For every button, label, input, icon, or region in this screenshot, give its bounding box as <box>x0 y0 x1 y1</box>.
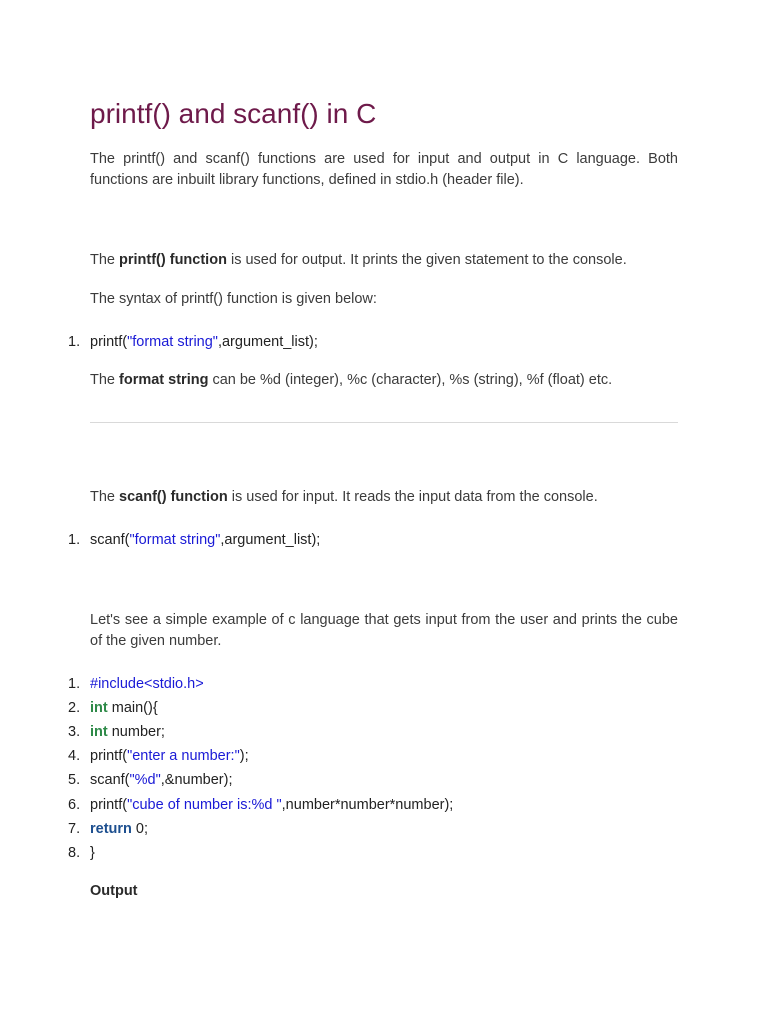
line-number: 4. <box>68 748 81 764</box>
example-code-line <box>68 842 95 864</box>
printf-function-term: printf() function <box>119 252 227 268</box>
printf-description-post: is used for output. It prints the given statement to the console. <box>226 252 627 268</box>
code-text: ,argument_list); <box>217 334 318 350</box>
example-intro: Let's see a simple example of c language that gets input from the user and prints the cube of the given number. <box>90 612 678 649</box>
code-keyword: return <box>90 821 132 837</box>
code-text: scanf( <box>90 532 130 548</box>
line-number: 5. <box>68 772 81 788</box>
code-text: printf( <box>90 797 128 813</box>
scanf-description-post: is used for input. It reads the input data from the console. <box>227 489 598 505</box>
code-text: ); <box>239 748 249 764</box>
example-code-line <box>68 769 233 791</box>
code-keyword: int <box>90 700 108 716</box>
scanf-syntax-code-line <box>68 529 320 551</box>
line-number: 8. <box>68 845 81 861</box>
code-string: "format string" <box>127 334 218 350</box>
line-number: 7. <box>68 821 81 837</box>
line-number: 3. <box>68 724 81 740</box>
code-string: "format string" <box>129 532 221 548</box>
code-text: ,argument_list); <box>220 532 321 548</box>
format-string-description <box>90 370 678 391</box>
code-keyword: int <box>90 724 108 740</box>
code-text: 0; <box>131 821 149 837</box>
format-description-pre: The <box>90 372 120 388</box>
code-text: scanf( <box>90 772 130 788</box>
line-number: 1. <box>68 334 81 350</box>
printf-description-pre: The <box>90 252 120 268</box>
line-number: 2. <box>68 700 81 716</box>
code-text: main(){ <box>107 700 158 716</box>
line-number: 1. <box>68 532 81 548</box>
example-code-line <box>68 818 148 840</box>
code-string: "cube of number is:%d " <box>127 797 282 813</box>
code-text: ,&number); <box>160 772 233 788</box>
preprocessor-directive: #include<stdio.h> <box>90 676 204 692</box>
scanf-function-term: scanf() function <box>119 489 228 505</box>
code-text: ,number*number*number); <box>281 797 454 813</box>
code-text: printf( <box>90 334 128 350</box>
code-string: "%d" <box>129 772 161 788</box>
code-text: } <box>90 845 95 861</box>
scanf-description-pre: The <box>90 489 120 505</box>
example-code-line <box>68 794 453 816</box>
example-code-line <box>68 721 165 743</box>
code-text: number; <box>107 724 165 740</box>
printf-syntax-code-line <box>68 331 318 353</box>
line-number: 1. <box>68 676 81 692</box>
format-string-term: format string <box>119 372 209 388</box>
page-title: printf() and scanf() in C <box>90 98 377 129</box>
example-code-line <box>68 745 249 767</box>
example-code-line <box>68 697 158 719</box>
code-string: "enter a number:" <box>127 748 240 764</box>
scanf-description <box>90 487 678 508</box>
intro-paragraph: The printf() and scanf() functions are used for input and output in C language. Both functions are inbuilt library functions, defined in stdio.h (header file). <box>90 151 678 188</box>
section-divider <box>90 422 678 423</box>
output-heading: Output <box>90 883 138 899</box>
printf-syntax-intro: The syntax of printf() function is given below: <box>90 291 377 307</box>
line-number: 6. <box>68 797 81 813</box>
format-description-post: can be %d (integer), %c (character), %s (string), %f (float) etc. <box>208 372 613 388</box>
printf-description <box>90 250 678 271</box>
code-text: printf( <box>90 748 128 764</box>
example-code-line <box>68 673 204 695</box>
